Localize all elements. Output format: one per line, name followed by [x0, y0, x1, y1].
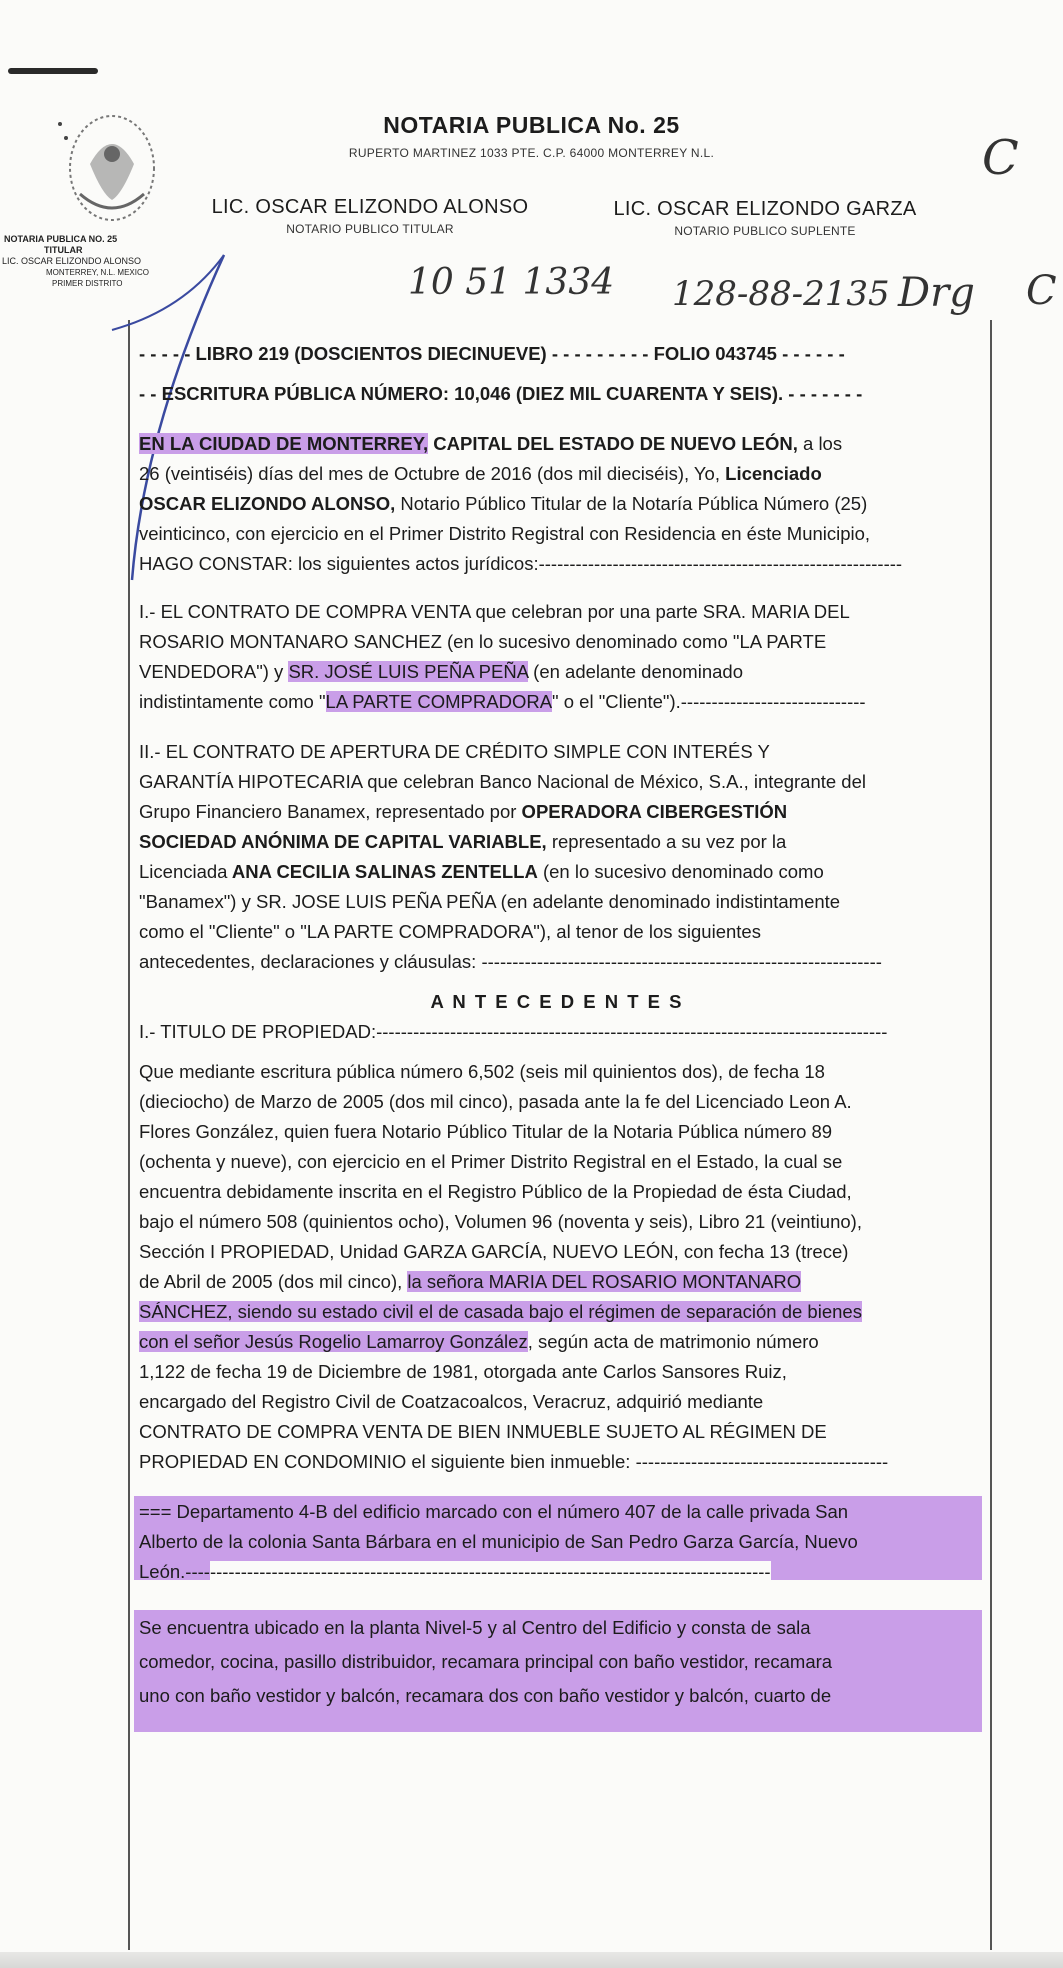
p1-a-los: a los [797, 433, 843, 454]
antecedentes-heading: A N T E C E D E N T E S [430, 991, 684, 1012]
p4-line-12: encargado del Registro Civil de Coatzacoalcos, Veracruz, adquirió mediante [139, 1391, 764, 1412]
p3-line-5 [139, 860, 975, 884]
seal-line-1: NOTARIA PUBLICA NO. 25 [4, 234, 118, 244]
p1-line-4: veinticinco, con ejercicio en el Primer Distrito Registral con Residencia en éste Municipio, [139, 523, 871, 544]
p1-notary-role: Notario Público Titular de la Notaría Pública Número (25) [395, 493, 868, 514]
p1-line-3 [139, 492, 975, 516]
p1-line-1 [139, 432, 975, 456]
highlight-buyer-name: SR. JOSÉ LUIS PEÑA PEÑA [288, 661, 529, 682]
escritura-line: - - ESCRITURA PÚBLICA NÚMERO: 10,046 (DIEZ MIL CUARENTA Y SEIS). - - - - - - - [139, 383, 863, 404]
p6-line-1: Se encuentra ubicado en la planta Nivel-5 y al Centro del Edificio y consta de sala [139, 1617, 811, 1638]
p5-line-3 [139, 1560, 975, 1584]
p4-line-5: encuentra debidamente inscrita en el Registro Público de la Propiedad de ésta Ciudad, [139, 1181, 852, 1202]
p4-line-11: 1,122 de fecha 19 de Diciembre de 1981, otorgada ante Carlos Sansores Ruiz, [139, 1361, 787, 1382]
p5-line-1: === Departamento 4-B del edificio marcado con el número 407 de la calle privada San [139, 1501, 849, 1522]
p4-line-2: (dieciocho) de Marzo de 2005 (dos mil cinco), pasada ante la fe del Licenciado Leon A. [139, 1091, 852, 1112]
p2-line-1: I.- EL CONTRATO DE COMPRA VENTA que celebran por una parte SRA. MARIA DEL [139, 601, 850, 622]
p6-line-2: comedor, cocina, pasillo distribuidor, recamara principal con baño vestidor, recamara [139, 1651, 833, 1672]
p1-licenciado: Licenciado [720, 463, 822, 484]
p4-abril: de Abril de 2005 (dos mil cinco), [139, 1271, 408, 1292]
p1-notary-name: OSCAR ELIZONDO ALONSO, [139, 493, 396, 514]
seal-line-2: TITULAR [44, 245, 83, 255]
highlight-city: EN LA CIUDAD DE MONTERREY, [139, 433, 429, 454]
p3-line-2: GARANTÍA HIPOTECARIA que celebran Banco Nacional de México, S.A., integrante del [139, 771, 866, 792]
p3-operadora: OPERADORA CIBERGESTIÓN [516, 801, 788, 822]
titulo-propiedad-line: I.- TITULO DE PROPIEDAD:----------------------------------------------------------------------------------- [139, 1021, 888, 1042]
p2-cliente: " o el "Cliente").------------------------------ [552, 691, 866, 712]
p2-line-2: ROSARIO MONTANARO SANCHEZ (en lo sucesivo denominado como "LA PARTE [139, 631, 827, 652]
handwritten-note-1: 10 51 1334 [408, 262, 615, 303]
p3-grupo: Grupo Financiero Banamex, representado por [139, 801, 517, 822]
notary-address: RUPERTO MARTINEZ 1033 PTE. C.P. 64000 MONTERREY N.L. [348, 146, 715, 160]
scan-edge-mark [8, 68, 98, 74]
p4-line-6: bajo el número 508 (quinientos ocho), Volumen 96 (noventa y seis), Libro 21 (veintiuno), [139, 1211, 862, 1232]
highlight-parte-compradora: LA PARTE COMPRADORA [325, 691, 553, 712]
handwritten-note-3: Drg [898, 270, 975, 316]
libro-folio-line: - - - - - LIBRO 219 (DOSCIENTOS DIECINUEVE) - - - - - - - - - FOLIO 043745 - - - - - - [139, 343, 845, 364]
p1-line-2 [139, 462, 975, 486]
p2-adelante: (en adelante denominado [528, 661, 743, 682]
p4-line-10 [139, 1330, 975, 1354]
p3-representado: representado a su vez por la [546, 831, 787, 852]
p3-line-8: antecedentes, declaraciones y cláusulas: ----------------------------------------------------------------- [139, 951, 882, 972]
p3-line-3 [139, 800, 975, 824]
p1-date: 26 (veintiséis) días del mes de Octubre de 2016 (dos mil dieciséis), Yo, [139, 463, 720, 484]
notary-left [200, 196, 540, 236]
p2-line-3 [139, 660, 975, 684]
p5-dashes: ------------------------------------------------------------------------------------------- [209, 1561, 771, 1582]
p4-line-13: CONTRATO DE COMPRA VENTA DE BIEN INMUEBLE SUJETO AL RÉGIMEN DE [139, 1421, 827, 1442]
p4-line-7: Sección I PROPIEDAD, Unidad GARZA GARCÍA, NUEVO LEÓN, con fecha 13 (trece) [139, 1241, 849, 1262]
seal-line-4: MONTERREY, N.L. MEXICO [46, 268, 149, 277]
highlight-senora: la señora MARIA DEL ROSARIO MONTANARO [407, 1271, 802, 1292]
p2-indistintamente: indistintamente como " [139, 691, 326, 712]
p5-leon: León.---- [139, 1561, 210, 1582]
p3-line-7: como el "Cliente" o "LA PARTE COMPRADORA"), al tenor de los siguientes [139, 921, 761, 942]
notary-right-name: LIC. OSCAR ELIZONDO GARZA [613, 198, 917, 220]
p4-line-9 [139, 1300, 975, 1324]
p1-line-5: HAGO CONSTAR: los siguientes actos jurídicos:----------------------------------------------------------- [139, 553, 903, 574]
seal-line-3: LIC. OSCAR ELIZONDO ALONSO [2, 256, 142, 266]
seal-line-5: PRIMER DISTRITO [52, 279, 123, 288]
notary-title: NOTARIA PUBLICA No. 25 [383, 112, 680, 138]
p1-capital: CAPITAL DEL ESTADO DE NUEVO LEÓN, [428, 433, 798, 454]
highlight-estado-civil: SÁNCHEZ, siendo su estado civil el de casada bajo el régimen de separación de bienes [139, 1301, 862, 1322]
p4-acta: , según acta de matrimonio número [527, 1331, 819, 1352]
p4-line-1: Que mediante escritura pública número 6,502 (seis mil quinientos dos), de fecha 18 [139, 1061, 825, 1082]
p3-licenciada: Licenciada [139, 861, 228, 882]
p3-sucesivo: (en lo sucesivo denominado como [537, 861, 824, 882]
notary-left-name: LIC. OSCAR ELIZONDO ALONSO [211, 196, 529, 218]
page-bottom-edge [0, 1952, 1063, 1968]
p5-line-2: Alberto de la colonia Santa Bárbara en el municipio de San Pedro Garza García, Nuevo [139, 1531, 858, 1552]
notary-left-role: NOTARIO PUBLICO TITULAR [286, 222, 454, 236]
p2-vendedora: VENDEDORA") y [139, 661, 289, 682]
p3-line-4 [139, 830, 975, 854]
p3-ana-cecilia: ANA CECILIA SALINAS ZENTELLA [227, 861, 538, 882]
p4-line-3: Flores González, quien fuera Notario Público Titular de la Notaria Pública número 89 [139, 1121, 833, 1142]
handwritten-mark-right: C [982, 130, 1019, 186]
p4-line-4: (ochenta y nueve), con ejercicio en el Primer Distrito Registral en el Estado, la cual se [139, 1151, 843, 1172]
p3-line-1: II.- EL CONTRATO DE APERTURA DE CRÉDITO SIMPLE CON INTERÉS Y [139, 741, 770, 762]
p6-line-3: uno con baño vestidor y balcón, recamara dos con baño vestidor y balcón, cuarto de [139, 1685, 832, 1706]
p4-line-8 [139, 1270, 975, 1294]
handwritten-note-2: 128-88-2135 [672, 274, 890, 314]
notary-right-role: NOTARIO PUBLICO SUPLENTE [674, 224, 856, 238]
p2-line-4 [139, 690, 975, 714]
highlight-spouse: con el señor Jesús Rogelio Lamarroy González [139, 1331, 528, 1352]
p3-line-6: "Banamex") y SR. JOSE LUIS PEÑA PEÑA (en adelante denominado indistintamente [139, 891, 841, 912]
p4-line-14: PROPIEDAD EN CONDOMINIO el siguiente bien inmueble: ----------------------------------------- [139, 1451, 889, 1472]
handwritten-mark-edge: C [1026, 268, 1057, 314]
p3-sociedad: SOCIEDAD ANÓNIMA DE CAPITAL VARIABLE, [139, 831, 547, 852]
notary-right [590, 198, 940, 238]
right-margin-line [990, 320, 992, 1950]
